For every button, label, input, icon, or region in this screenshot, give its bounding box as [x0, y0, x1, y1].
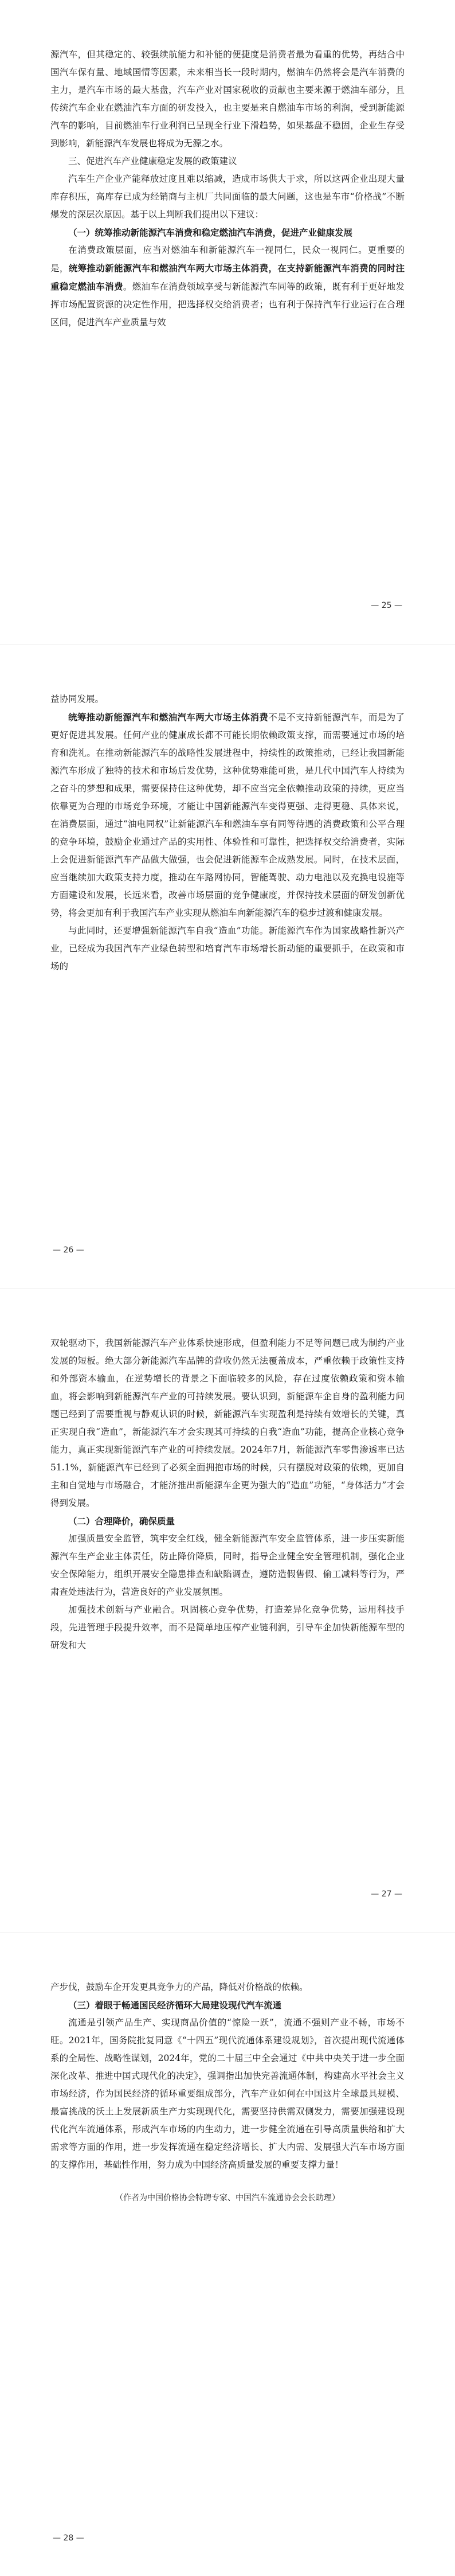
paragraph: 与此同时，还要增强新能源汽车自我“造血”功能。新能源汽车作为国家战略性新兴产业，已经成为我国汽车产业绿色转型和培育汽车市场增长新动能的重要抓手，在政策和市场的	[50, 926, 405, 971]
paragraph: 产步伐，鼓励车企开发更具竞争力的产品，降低对价格战的依赖。	[50, 1982, 308, 1992]
paragraph: 加强质量安全监管，筑牢安全红线，健全新能源汽车安全监管体系，进一步压实新能源汽车生产企业主体责任，防止降价降质，同时，指导企业健全安全管理机制，强化企业安全保障能力，组织开展安全隐患排查和缺陷调查，遵防造假售假、偷工减料等行为，严肃查处违法行为，营造良好的产业发展氛围。	[50, 1533, 405, 1597]
paragraph: 汽车生产企业产能释放过度且难以缩减，造成市场供大于求，所以这两企业出现大量库存积压，高库存已成为经销商与主机厂共同面临的最大问题，这也是车市“价格战”不断爆发的深层次原因。基于以上判断我们提出以下建议：	[50, 174, 405, 220]
page-number: — 26 —	[53, 1246, 84, 1255]
subsection-heading: （二）合理降价，确保质量	[68, 1516, 175, 1527]
subsection-heading: （三）着眼于畅通国民经济循环大局建设现代汽车流通	[68, 2000, 282, 2011]
document-page-28	[0, 1932, 455, 2576]
bold-text-run: 统筹推动新能源汽车和燃油汽车两大市场主体消费	[68, 712, 269, 723]
paragraph: 流通是引领产品生产、实现商品价值的“惊险一跃”，流通不强则产业不畅，市场不旺。2021年，国务院批复同意《“十四五”现代流通体系建设规划》，首次提出现代流通体系的全局性、战略性谋划，2024年，党的二十届三中全会通过《中共中央关于进一步全面深化改革、推进中国式现代化的决定》，强调指出加快完善流通体制，构建高水平社会主义市场经济，作为国民经济的循环重要组成部分，汽车产业如何在中国这片全球最具规模、最富挑战的沃土上发展新质生产力实现现代化，需要坚持供需双侧发力，需要加强建设现代化汽车流通体系，形成汽车市场的内生动力，进一步健全流通在引导高质量供给和扩大需求等方面的作用，进一步发挥流通在稳定经济增长、扩大内需、发展强大汽车市场方面的支撑作用，基础性作用，努力成为中国经济高质量发展的重要支撑力量！	[50, 2017, 405, 2170]
text-run: 在消费政策层面，应当对燃油车和新能源汽车一视同仁，民众一视同仁。更重要的是，	[50, 245, 405, 274]
paragraph: 加强技术创新与产业融合。巩固核心竞争优势，打造差异化竞争优势，运用科技手段，先进管理手段提升效率，而不是简单地压榨产业链利润，引导车企加快新能源车型的研发和大	[50, 1605, 405, 1650]
page-number: — 27 —	[371, 1890, 402, 1899]
paragraph	[50, 241, 405, 331]
text-run: 不是不支持新能源汽车，而是为了更好促进其发展。任何产业的健康成长都不可能长期依赖政策支撑，而需要通过市场的培育和洗礼。在推动新能源汽车的战略性发展进程中，持续性的政策推动，已经让我国新能源汽车形成了独特的技术和市场后发优势，这种优势难能可贵，是几代中国汽车人持续为之奋斗的梦想和成果，需要保持住这种优势，却不应当完全依赖推动政策的持续，更应当依靠更为合理的市场竞争环境，才能让中国新能源汽车变得更强、走得更稳、具体来说，在消费层面，通过“油电同权”让新能源汽车和燃油车享有同等待遇的消费政策和公平合理的竞争环境，鼓励企业通过产品的实用性、体验性和可靠性，把选择权交给消费者，实际上会促进新能源汽车产品做大做强，也会促进新能源车企成熟发展。同时，在技术层面，应当继续加大政策支持力度，推动在车路网协同，智能驾驶、动力电池以及充换电设施等方面建设和发展，长远来看，改善市场层面的竞争健康度，并保持技术层面的研发创新优势，将会更加有利于我国汽车产业实现从燃油车向新能源汽车的稳步过渡和健康发展。	[50, 712, 405, 918]
subsection-heading: （一）统筹推动新能源汽车消费和稳定燃油汽车消费，促进产业健康发展	[68, 227, 353, 238]
page-number: — 25 —	[371, 601, 402, 610]
paragraph	[50, 708, 405, 922]
paragraph: 源汽车，但其稳定的、较强续航能力和补能的便捷度是消费者最为看重的优势，再结合中国汽车保有量、地域国情等因素，未来相当长一段时期内，燃油车仍然将会是汽车消费的主力，是汽车市场的最大基盘，汽车产业对国家税收的贡献也主要来源于燃油车部分，且传统汽车企业在燃油汽车方面的研发投入，也主要是来自燃油车市场的利润，受到新能源汽车的影响，目前燃油车行业利润已呈现全行业下滑趋势，如果基盘不稳固，企业生存受到影响，新能源汽车发展也将成为无源之水。	[50, 49, 405, 149]
document-page-26	[0, 644, 455, 1288]
document-page-25	[0, 0, 455, 644]
bold-text-run: 统筹推动新能源汽车和燃油汽车两大市场主体消费，在支持新能源汽车消费的同时注重稳定燃油车消费	[50, 263, 405, 292]
text-run: 。燃油车在消费领域享受与新能源汽车同等的政策，既有利于更好地发挥市场配置资源的决定性作用，把选择权交给消费者；也有利于保持汽车行业运行在合理区间，促进汽车产业质量与效	[50, 282, 405, 327]
page-number: — 28 —	[53, 2534, 84, 2543]
section-heading: 三、促进汽车产业健康稳定发展的政策建议	[68, 156, 237, 166]
document-page-27	[0, 1288, 455, 1932]
author-note: （作者为中国价格协会特聘专家、中国汽车流通协会会长助理）	[115, 2193, 340, 2203]
paragraph: 益协同发展。	[50, 694, 104, 704]
paragraph: 双轮驱动下，我国新能源汽车产业体系快速形成，但盈利能力不足等问题已成为制约产业发展的短板。绝大部分新能源汽车品牌的营收仍然无法覆盖成本，严重依赖于政策性支持和外部资本输血，在逆势增长的背景之下面临较多的风险，存在过度依赖政策和资本输血，将会影响到新能源汽车产业的可持续发展。要认识到，新能源车企自身的盈利能力问题已经到了需要重视与静观认识的时候，新能源汽车实现盈利是持续有效增长的关键，真正实现自我“造血”，新能源汽车才会实现其可持续的自我“造血”功能，提高企业核心竞争能力，真正实现新能源汽车产业的可持续发展。2024年7月，新能源汽车零售渗透率已达51.1%，新能源汽车已经到了必须全面拥抱市场的时候，只有摆脱对政策的依赖，更加自主和自觉地与市场融合，才能济推出新能源车企更为强大的“造血”功能，“身体活力”才会得到发展。	[50, 1338, 405, 1508]
